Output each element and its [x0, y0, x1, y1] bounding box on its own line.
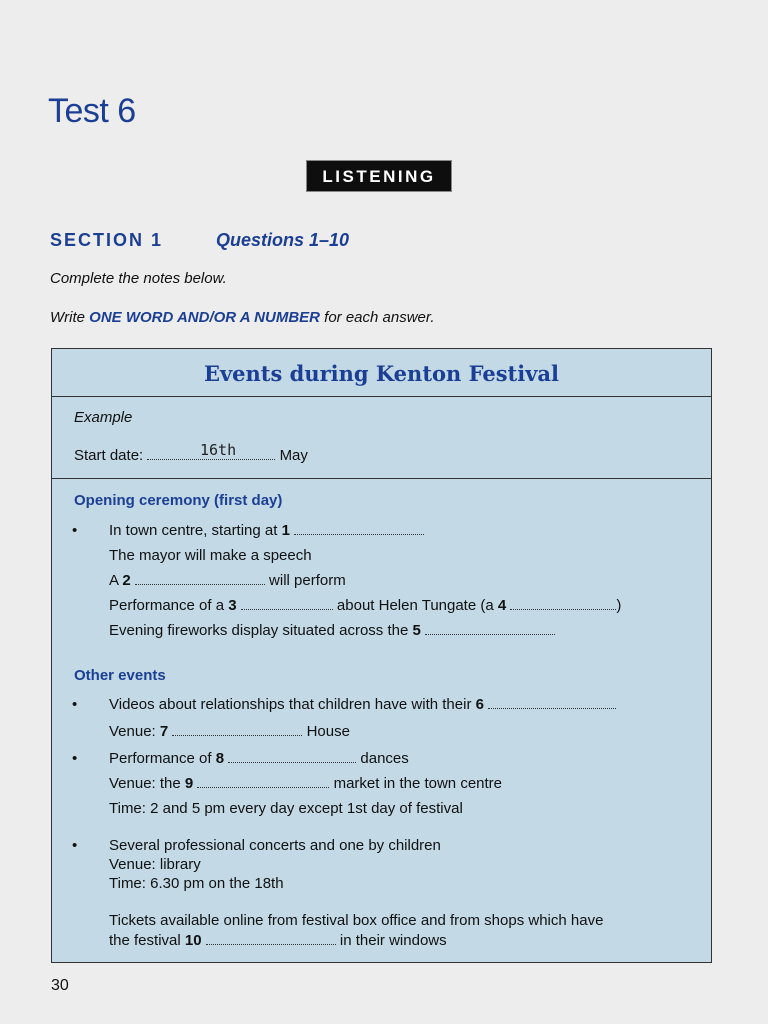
bullet: •: [72, 522, 78, 539]
instruction-line-1: Complete the notes below.: [50, 270, 227, 287]
opening-line-1: In town centre, starting at 1: [109, 522, 424, 539]
bullet: •: [72, 837, 78, 854]
answer-blank-3[interactable]: [241, 597, 333, 610]
tickets-line-1: Tickets available online from festival box office and from shops which have: [109, 912, 604, 929]
opening-line-2: The mayor will make a speech: [109, 547, 312, 564]
instruction-line-2: Write ONE WORD AND/OR A NUMBER for each answer.: [50, 309, 435, 326]
opening-heading: Opening ceremony (first day): [74, 492, 283, 509]
example-answer: 16th: [200, 441, 237, 459]
answer-blank-7[interactable]: [172, 723, 302, 736]
other-line-c3: Time: 6.30 pm on the 18th: [109, 875, 284, 892]
example-area: [52, 397, 711, 479]
opening-line-3: A 2 will perform: [109, 572, 346, 589]
opening-line-4: Performance of a 3 about Helen Tungate (a 4 ): [109, 597, 622, 614]
other-line-a2: Venue: 7 House: [109, 723, 350, 740]
section-label: SECTION 1: [50, 230, 164, 250]
answer-blank-6[interactable]: [488, 696, 616, 709]
example-label: Example: [74, 409, 133, 426]
questions-label: Questions 1–10: [216, 230, 350, 250]
answer-blank-10[interactable]: [206, 932, 336, 945]
answer-blank-9[interactable]: [197, 775, 329, 788]
other-line-b1: Performance of 8 dances: [109, 750, 409, 767]
tickets-line-2: the festival 10 in their windows: [109, 932, 447, 949]
other-line-b3: Time: 2 and 5 pm every day except 1st day of festival: [109, 800, 463, 817]
notes-title: Events during Kenton Festival: [52, 349, 711, 397]
other-line-c2: Venue: library: [109, 856, 201, 873]
answer-blank-5[interactable]: [425, 622, 555, 635]
test-title: Test 6: [48, 92, 136, 130]
other-line-c1: Several professional concerts and one by children: [109, 837, 441, 854]
section-heading: [50, 230, 350, 251]
other-line-a1: Videos about relationships that children have with their 6: [109, 696, 616, 713]
answer-blank-4[interactable]: [510, 597, 616, 610]
other-events-heading: Other events: [74, 667, 166, 684]
answer-blank-2[interactable]: [135, 572, 265, 585]
bullet: •: [72, 750, 78, 767]
listening-label: LISTENING: [306, 160, 452, 192]
example-line: Start date: May: [74, 447, 308, 464]
other-line-b2: Venue: the 9 market in the town centre: [109, 775, 503, 792]
opening-line-5: Evening fireworks display situated across the 5: [109, 622, 555, 639]
answer-blank-1[interactable]: [294, 522, 424, 535]
answer-blank-8[interactable]: [228, 750, 356, 763]
instruction-emphasis: ONE WORD AND/OR A NUMBER: [89, 309, 320, 326]
notes-box: [51, 348, 712, 963]
page-number: 30: [51, 977, 69, 994]
bullet: •: [72, 696, 78, 713]
